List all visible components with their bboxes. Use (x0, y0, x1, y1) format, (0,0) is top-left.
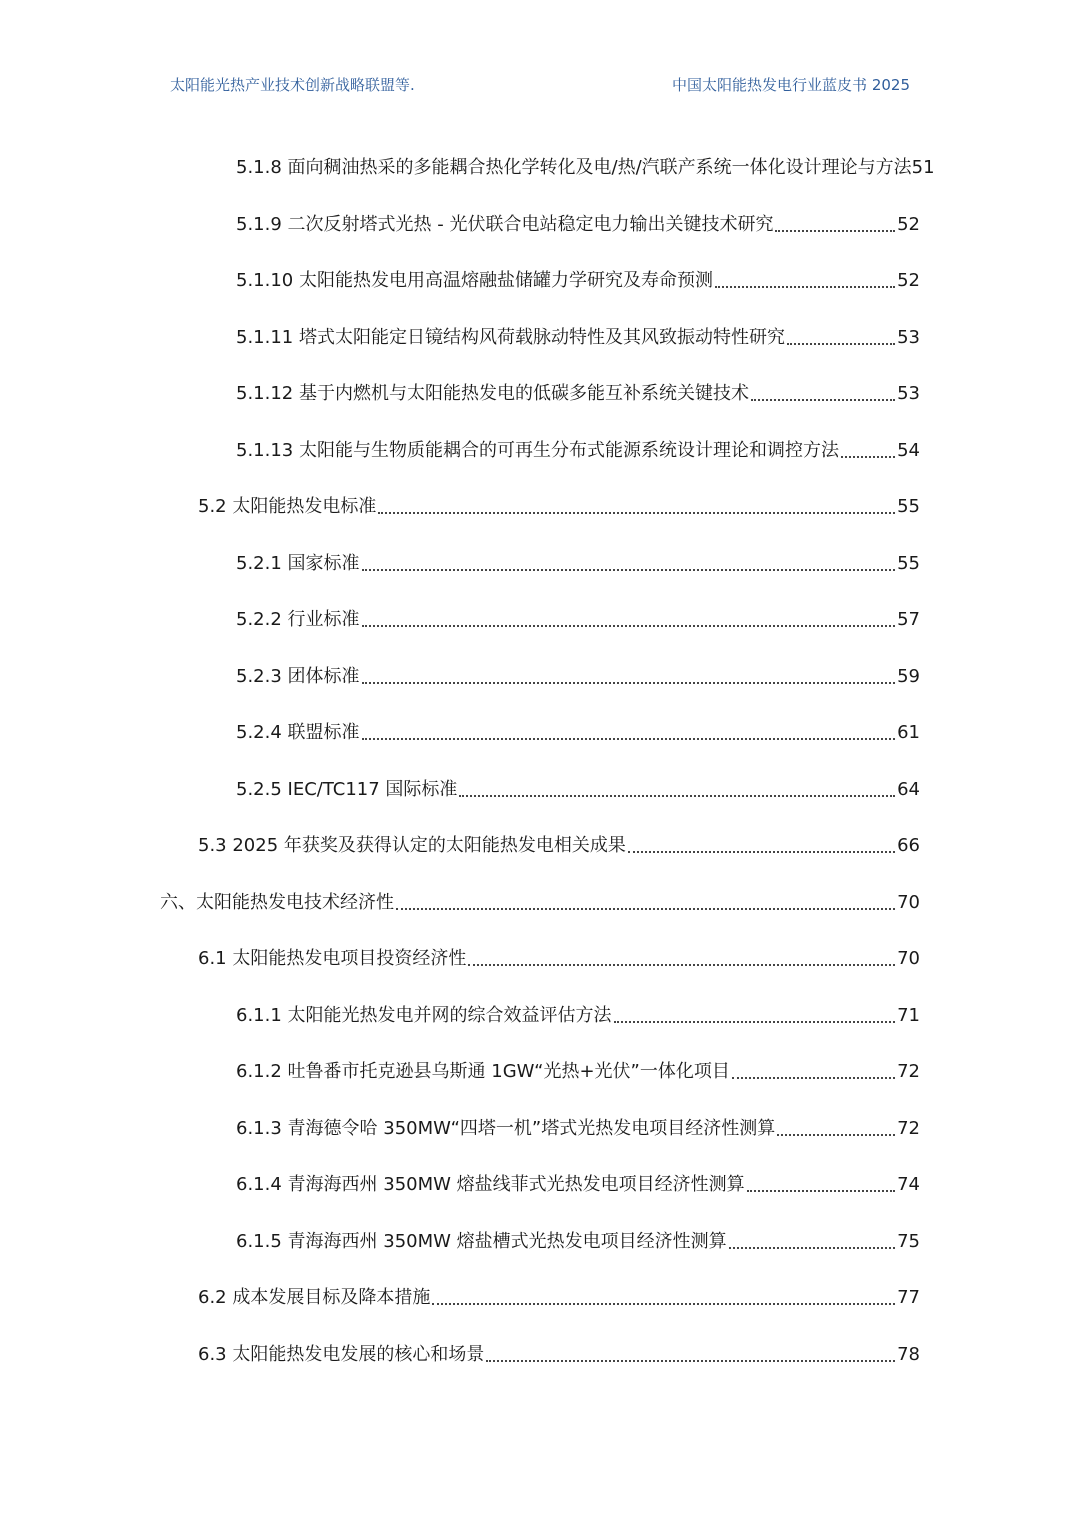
toc-entry[interactable] (160, 875, 920, 915)
toc-entry[interactable] (236, 592, 920, 632)
toc-leader-dots (729, 1230, 895, 1254)
toc-entry-page: 55 (897, 496, 920, 517)
toc-leader-dots (732, 1060, 895, 1084)
toc-entry-label: 5.2.5 IEC/TC117 国际标准 (236, 779, 458, 800)
toc-leader-dots (396, 891, 895, 915)
toc-leader-dots (841, 439, 895, 463)
toc-entry[interactable] (236, 988, 920, 1028)
toc-entry-label: 6.1 太阳能热发电项目投资经济性 (198, 948, 467, 969)
toc-entry-label: 5.2 太阳能热发电标准 (198, 496, 377, 517)
toc-leader-dots (378, 495, 895, 519)
toc-entry-label: 5.1.9 二次反射塔式光热 - 光伏联合电站稳定电力输出关键技术研究 (236, 214, 774, 235)
toc-entry-label: 6.1.4 青海海西州 350MW 熔盐线菲式光热发电项目经济性测算 (236, 1174, 745, 1195)
toc-entry-label: 5.2.4 联盟标准 (236, 722, 360, 743)
toc-entry-page: 70 (897, 948, 920, 969)
toc-entry-label: 5.2.2 行业标准 (236, 609, 360, 630)
toc-leader-dots (459, 778, 895, 802)
toc-entry-page: 55 (897, 553, 920, 574)
toc-entry-label: 5.1.13 太阳能与生物质能耦合的可再生分布式能源系统设计理论和调控方法 (236, 440, 839, 461)
toc-entry-page: 64 (897, 779, 920, 800)
toc-entry-page: 53 (897, 327, 920, 348)
toc-entry-page: 72 (897, 1061, 920, 1082)
page-header (170, 70, 910, 98)
toc-entry[interactable] (198, 1327, 920, 1367)
toc-entry-label: 6.1.2 吐鲁番市托克逊县乌斯通 1GW“光热+光伏”一体化项目 (236, 1061, 730, 1082)
toc-entry-label: 6.1.3 青海德令哈 350MW“四塔一机”塔式光热发电项目经济性测算 (236, 1118, 776, 1139)
toc-entry-page: 59 (897, 666, 920, 687)
toc-entry[interactable] (236, 366, 920, 406)
toc-entry[interactable] (236, 1044, 920, 1084)
toc-entry-page: 77 (897, 1287, 920, 1308)
toc-leader-dots (486, 1343, 895, 1367)
toc-entry-page: 52 (897, 270, 920, 291)
toc-leader-dots (432, 1286, 895, 1310)
toc-entry[interactable] (236, 1214, 920, 1254)
toc-entry-page: 51 (911, 157, 935, 178)
toc-entry-label: 6.1.1 太阳能光热发电并网的综合效益评估方法 (236, 1005, 612, 1026)
toc-entry[interactable] (198, 1270, 920, 1310)
toc-entry-page: 57 (897, 609, 920, 630)
toc-entry[interactable] (236, 310, 920, 350)
toc-entry-label: 5.1.11 塔式太阳能定日镜结构风荷载脉动特性及其风致振动特性研究 (236, 327, 785, 348)
toc-leader-dots (715, 269, 895, 293)
toc-entry[interactable] (198, 931, 920, 971)
header-document-title: 中国太阳能热发电行业蓝皮书 2025 (672, 75, 910, 94)
toc-entry-page: 61 (897, 722, 920, 743)
toc-entry[interactable] (236, 536, 920, 576)
toc-entry-label: 6.1.5 青海海西州 350MW 熔盐槽式光热发电项目经济性测算 (236, 1231, 727, 1252)
toc-entry[interactable] (236, 197, 920, 237)
toc-leader-dots (614, 1004, 896, 1028)
toc-entry-page: 54 (897, 440, 920, 461)
toc-entry-page: 70 (897, 892, 920, 913)
toc-entry-page: 74 (897, 1174, 920, 1195)
toc-leader-dots (362, 608, 896, 632)
toc-entry-label: 6.3 太阳能热发电发展的核心和场景 (198, 1344, 485, 1365)
toc-entry-label: 5.1.8 面向稠油热采的多能耦合热化学转化及电/热/汽联产系统一体化设计理论与方法 (236, 157, 912, 178)
toc-entry[interactable] (198, 479, 920, 519)
header-organization: 太阳能光热产业技术创新战略联盟等. (170, 75, 415, 94)
toc-leader-dots (747, 1173, 895, 1197)
toc-entry-label: 5.3 2025 年获奖及获得认定的太阳能热发电相关成果 (198, 835, 626, 856)
toc-entry[interactable] (236, 1157, 920, 1197)
toc-entry[interactable] (236, 1101, 920, 1141)
toc-entry-label: 5.2.3 团体标准 (236, 666, 360, 687)
toc-entry-page: 53 (897, 383, 920, 404)
toc-entry-page: 72 (897, 1118, 920, 1139)
toc-entry-label: 六、太阳能热发电技术经济性 (160, 892, 394, 913)
toc-leader-dots (628, 834, 895, 858)
toc-leader-dots (777, 1117, 895, 1141)
toc-entry-page: 66 (897, 835, 920, 856)
toc-entry-label: 5.2.1 国家标准 (236, 553, 360, 574)
toc-leader-dots (775, 213, 895, 237)
toc-entry[interactable] (198, 818, 920, 858)
toc-leader-dots (787, 326, 895, 350)
toc-leader-dots (468, 947, 895, 971)
toc-entry-page: 52 (897, 214, 920, 235)
toc-entry[interactable] (236, 253, 920, 293)
toc-entry[interactable] (236, 649, 920, 689)
toc-leader-dots (362, 665, 896, 689)
toc-entry-label: 5.1.10 太阳能热发电用高温熔融盐储罐力学研究及寿命预测 (236, 270, 713, 291)
toc-entry-label: 5.1.12 基于内燃机与太阳能热发电的低碳多能互补系统关键技术 (236, 383, 749, 404)
toc-entry[interactable] (236, 423, 920, 463)
toc-entry[interactable] (236, 140, 935, 180)
toc-leader-dots (751, 382, 895, 406)
toc-entry-page: 78 (897, 1344, 920, 1365)
toc-entry-page: 75 (897, 1231, 920, 1252)
toc-entry-page: 71 (897, 1005, 920, 1026)
toc-entry-label: 6.2 成本发展目标及降本措施 (198, 1287, 431, 1308)
toc-entry[interactable] (236, 762, 920, 802)
toc-leader-dots (362, 552, 896, 576)
toc-entry[interactable] (236, 705, 920, 745)
toc-leader-dots (362, 721, 896, 745)
